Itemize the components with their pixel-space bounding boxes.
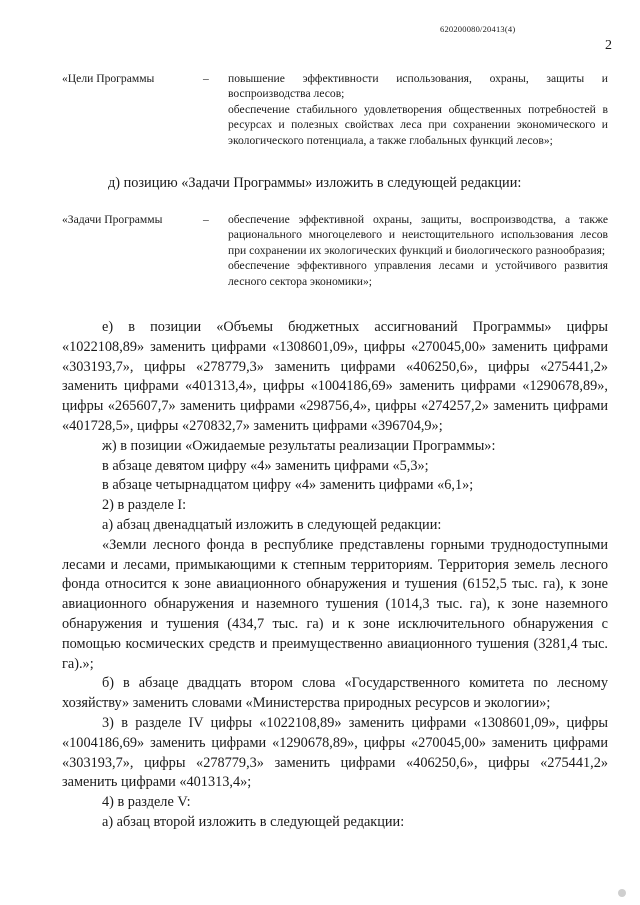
goals-dash: – xyxy=(203,72,209,85)
goals-line: обеспечение стабильного удовлетворения общественных потребностей в ресурсах и полезных свойствах леса при сохранении экономического и экологического потенциала, а также глобальных функций лесов»; xyxy=(228,102,608,147)
tasks-label: «Задачи Программы xyxy=(62,213,163,226)
document-id: 620200080/20413(4) xyxy=(440,24,516,34)
tasks-line: обеспечение эффективного управления лесами и устойчивого развития лесного сектора экономики»; xyxy=(228,259,608,288)
tasks-text xyxy=(228,212,608,289)
scan-mark xyxy=(618,889,626,897)
item-2: 2) в разделе I: xyxy=(102,497,187,514)
goals-text xyxy=(228,71,608,148)
tasks-block xyxy=(62,212,608,289)
tasks-dash: – xyxy=(203,213,209,226)
item-4: 4) в разделе V: xyxy=(102,794,191,811)
quote-paragraph: «Земли лесного фонда в республике представлены горными труднодоступными лесами и лесами, примыкающими к степным территориям. Территория земель лесного фонда относится к зоне авиационного обнаружения и тушения (6152,5 тыс. га), к зоне авиационного обнаружения и наземного тушения (1014,3 тыс. га), к зоне наземного обнаружения и тушения (434,7 тыс. га) и к зоне исключительного обнаружения с помощью космических средств и преимущественно авиационного тушения (3281,4 тыс. га).»; xyxy=(62,536,608,672)
page-number: 2 xyxy=(605,38,612,53)
item-zh-2: в абзаце четырнадцатом цифру «4» заменить цифрами «6,1»; xyxy=(102,477,474,494)
goals-line: повышение эффективности использования, охраны, защиты и воспроизводства лесов; xyxy=(228,72,608,101)
item-zh: ж) в позиции «Ожидаемые результаты реализации Программы»: xyxy=(102,437,496,454)
item-2b: б) в абзаце двадцать втором слова «Государственного комитета по лесному хозяйству» заменить словами «Министерства природных ресурсов и экологии»; xyxy=(62,675,608,712)
item-2a: а) абзац двенадцатый изложить в следующей редакции: xyxy=(102,516,442,533)
main-text xyxy=(62,318,608,833)
goals-block xyxy=(62,71,608,148)
item-e: е) в позиции «Объемы бюджетных ассигнований Программы» цифры «1022108,89» заменить цифрами «1308601,09», цифры «270045,00» заменить цифрами «303193,7», цифры «278779,3» заменить цифрами «406250,6», цифры «275441,2» заменить цифрами «401313,4», цифры «1004186,69» заменить цифрами «1290678,89», цифры «265607,7» заменить цифрами «298756,4», цифры «274257,2» заменить цифрами «401728,5», цифры «270832,7» заменить цифрами «396704,9»; xyxy=(62,319,608,434)
tasks-line: обеспечение эффективной охраны, защиты, воспроизводства, а также рационального многоцелевого и неистощительного использования лесов при сохранении их экологических функций и биологического разнообразия; xyxy=(228,213,608,257)
item-zh-1: в абзаце девятом цифру «4» заменить цифрами «5,3»; xyxy=(102,457,429,474)
item-4a: а) абзац второй изложить в следующей редакции: xyxy=(102,813,405,830)
goals-label: «Цели Программы xyxy=(62,72,155,85)
item-d: д) позицию «Задачи Программы» изложить в следующей редакции: xyxy=(108,175,522,191)
item-3: 3) в разделе IV цифры «1022108,89» заменить цифрами «1308601,09», цифры «1004186,69» заменить цифрами «1290678,89», цифры «270045,00» заменить цифрами «303193,7», цифры «278779,3» заменить цифрами «406250,6», цифры «275441,2» заменить цифрами «401313,4»; xyxy=(62,714,608,791)
